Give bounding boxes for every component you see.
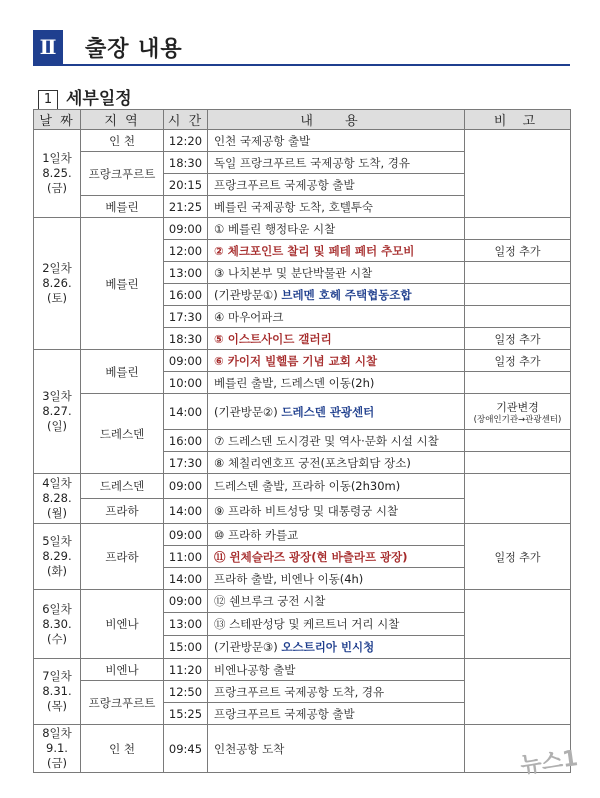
watermark-logo: 뉴스1	[519, 746, 580, 779]
time-cell: 18:30	[164, 328, 208, 350]
header-underline	[33, 64, 570, 66]
region-cell: 베를린	[81, 218, 164, 350]
time-cell: 09:45	[164, 725, 208, 773]
time-cell: 17:30	[164, 452, 208, 474]
content-cell: ⑥ 카이저 빌헬름 기념 교회 시찰	[208, 350, 465, 372]
table-row	[34, 524, 571, 546]
content-cell: 비엔나공항 출발	[208, 659, 465, 681]
time-cell: 18:30	[164, 152, 208, 174]
time-cell: 15:25	[164, 703, 208, 725]
region-cell: 비엔나	[81, 590, 164, 659]
content-cell: ③ 나치본부 및 분단박물관 시찰	[208, 262, 465, 284]
date-cell: 2일차 8.26. (토)	[34, 218, 81, 350]
note-cell	[465, 590, 571, 659]
content-cell: 베를린 국제공항 도착, 호텔투숙	[208, 196, 465, 218]
table-row	[34, 394, 571, 430]
table-row	[34, 130, 571, 152]
table-row	[34, 659, 571, 681]
note-cell	[465, 452, 571, 474]
region-cell: 프랑크푸르트	[81, 681, 164, 725]
note-cell	[465, 430, 571, 452]
note-cell: 기관변경 (장애인기관→관광센터)	[465, 394, 571, 430]
time-cell: 09:00	[164, 218, 208, 240]
date-cell: 6일차 8.30. (수)	[34, 590, 81, 659]
col-header-note: 비 고	[465, 110, 571, 130]
note-cell: 일정 추가	[465, 328, 571, 350]
time-cell: 12:50	[164, 681, 208, 703]
subsection-title	[38, 84, 132, 110]
region-cell: 프랑크푸르트	[81, 152, 164, 196]
content-cell: (기관방문①) 브레멘 호헤 주택협동조합	[208, 284, 465, 306]
time-cell: 11:20	[164, 659, 208, 681]
time-cell: 16:00	[164, 284, 208, 306]
col-header-time: 시 간	[164, 110, 208, 130]
note-cell	[465, 218, 571, 240]
table-row	[34, 218, 571, 240]
content-cell: ⑩ 프라하 카를교	[208, 524, 465, 546]
note-cell	[465, 372, 571, 394]
time-cell: 10:00	[164, 372, 208, 394]
date-cell: 3일차 8.27. (일)	[34, 350, 81, 474]
region-cell: 프라하	[81, 524, 164, 590]
time-cell: 14:00	[164, 394, 208, 430]
time-cell: 09:00	[164, 474, 208, 499]
content-cell: ⑨ 프라하 비트성당 및 대통령궁 시찰	[208, 499, 465, 524]
content-cell: ① 베를린 행정타운 시찰	[208, 218, 465, 240]
content-cell: ⑪ 윈체슬라즈 광장(현 바츨라프 광장)	[208, 546, 465, 568]
col-header-region: 지 역	[81, 110, 164, 130]
region-cell: 프라하	[81, 499, 164, 524]
content-cell: ⑫ 쉔브루크 궁전 시찰	[208, 590, 465, 613]
schedule-table	[33, 109, 571, 773]
date-cell: 5일차 8.29. (화)	[34, 524, 81, 590]
time-cell: 11:00	[164, 546, 208, 568]
col-header-date: 날 짜	[34, 110, 81, 130]
note-cell	[465, 284, 571, 306]
content-cell: 프라하 출발, 비엔나 이동(4h)	[208, 568, 465, 590]
note-cell	[465, 262, 571, 284]
time-cell: 12:20	[164, 130, 208, 152]
table-row	[34, 474, 571, 499]
date-cell: 4일차 8.28. (월)	[34, 474, 81, 524]
table-row	[34, 350, 571, 372]
region-cell: 드레스덴	[81, 394, 164, 474]
content-cell: ⑬ 스테판성당 및 케르트너 거리 시찰	[208, 613, 465, 636]
note-cell	[465, 306, 571, 328]
content-cell: 드레스덴 출발, 프라하 이동(2h30m)	[208, 474, 465, 499]
subsection-label: 세부일정	[66, 89, 132, 109]
content-cell: 인천 국제공항 출발	[208, 130, 465, 152]
table-header-row	[34, 110, 571, 130]
content-cell: 프랑크푸르트 국제공항 출발	[208, 703, 465, 725]
note-cell	[465, 659, 571, 725]
region-cell: 드레스덴	[81, 474, 164, 499]
note-cell: 일정 추가	[465, 350, 571, 372]
time-cell: 15:00	[164, 636, 208, 659]
time-cell: 17:30	[164, 306, 208, 328]
time-cell: 21:25	[164, 196, 208, 218]
time-cell: 09:00	[164, 524, 208, 546]
content-cell: 베를린 출발, 드레스덴 이동(2h)	[208, 372, 465, 394]
time-cell: 16:00	[164, 430, 208, 452]
content-cell: ⑦ 드레스덴 도시경관 및 역사·문화 시설 시찰	[208, 430, 465, 452]
content-cell: ② 체크포인트 찰리 및 페테 페터 추모비	[208, 240, 465, 262]
content-cell: 프랑크푸르트 국제공항 출발	[208, 174, 465, 196]
note-cell	[465, 130, 571, 218]
content-cell: ④ 마우어파크	[208, 306, 465, 328]
date-cell: 7일차 8.31. (목)	[34, 659, 81, 725]
content-cell: 프랑크푸르트 국제공항 도착, 경유	[208, 681, 465, 703]
time-cell: 20:15	[164, 174, 208, 196]
content-cell: (기관방문②) 드레스덴 관광센터	[208, 394, 465, 430]
time-cell: 09:00	[164, 590, 208, 613]
date-cell: 8일차 9.1. (금)	[34, 725, 81, 773]
roman-numeral-badge: Ⅱ	[33, 30, 63, 64]
date-cell: 1일차 8.25. (금)	[34, 130, 81, 218]
note-cell: 일정 추가	[465, 240, 571, 262]
time-cell: 14:00	[164, 499, 208, 524]
time-cell: 13:00	[164, 262, 208, 284]
region-cell: 인 천	[81, 130, 164, 152]
note-cell	[465, 474, 571, 524]
note-cell: 일정 추가	[465, 524, 571, 590]
content-cell: ⑧ 체칠리엔호프 궁전(포츠담회담 장소)	[208, 452, 465, 474]
content-cell: ⑤ 이스트사이드 갤러리	[208, 328, 465, 350]
time-cell: 12:00	[164, 240, 208, 262]
content-cell: 인천공항 도착	[208, 725, 465, 773]
page-title: 출장 내용	[85, 37, 183, 62]
col-header-content: 내 용	[208, 110, 465, 130]
region-cell: 베를린	[81, 350, 164, 394]
time-cell: 14:00	[164, 568, 208, 590]
region-cell: 인 천	[81, 725, 164, 773]
time-cell: 09:00	[164, 350, 208, 372]
subsection-number: 1	[38, 90, 58, 110]
content-cell: 독일 프랑크푸르트 국제공항 도착, 경유	[208, 152, 465, 174]
time-cell: 13:00	[164, 613, 208, 636]
section-header	[33, 30, 570, 66]
content-cell: (기관방문③) 오스트리아 빈시청	[208, 636, 465, 659]
region-cell: 베를린	[81, 196, 164, 218]
region-cell: 비엔나	[81, 659, 164, 681]
table-row	[34, 590, 571, 613]
table-row	[34, 725, 571, 773]
